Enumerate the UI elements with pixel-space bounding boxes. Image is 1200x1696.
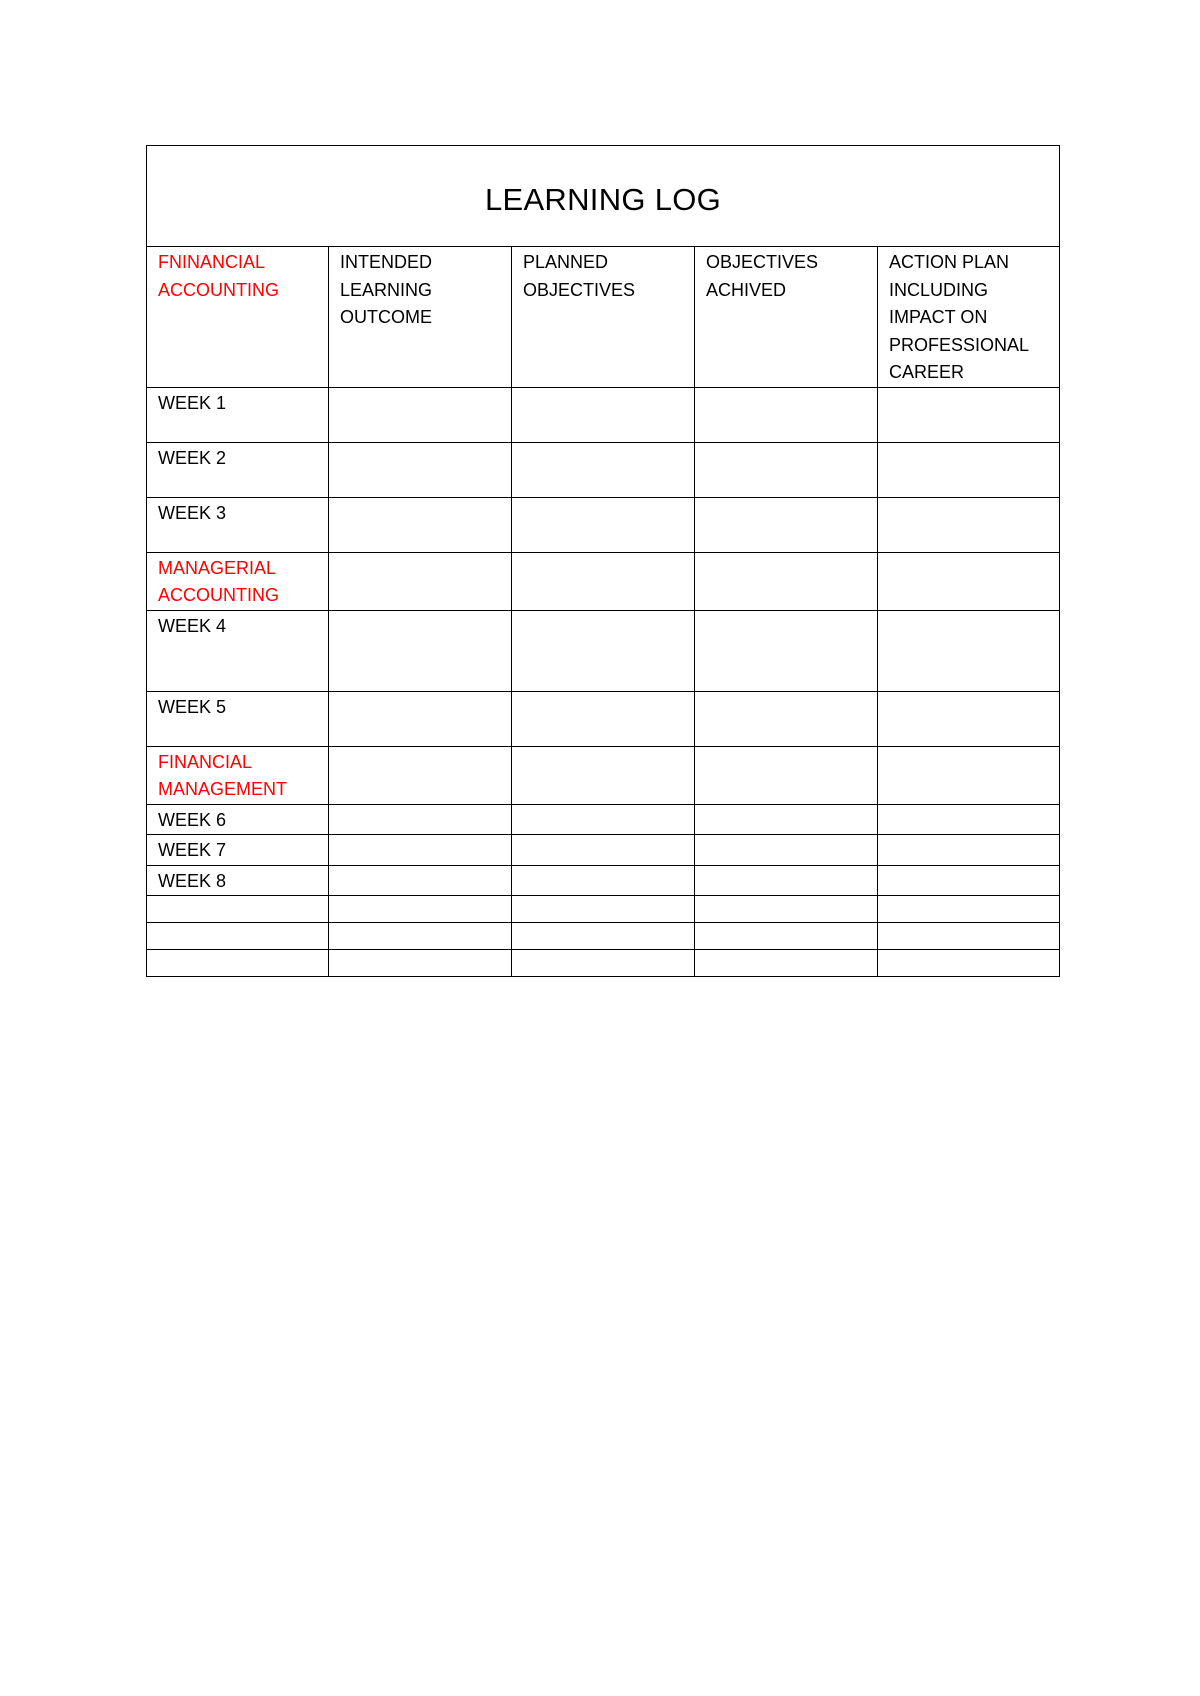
title-cell [147,146,1060,247]
table-cell [878,497,1060,552]
table-cell [512,923,695,950]
table-cell [329,923,512,950]
table-cell [329,691,512,746]
table-cell [329,950,512,977]
table-cell [878,387,1060,442]
table-row [147,387,1060,442]
table-cell [329,497,512,552]
table-cell [512,497,695,552]
row-label: WEEK 2 [158,447,227,468]
row-label [158,896,328,898]
header-cell [695,247,878,388]
table-cell [878,552,1060,610]
document-title: LEARNING LOG [484,181,722,217]
table-cell [329,387,512,442]
learning-log-table [146,145,1060,977]
table-cell [695,896,878,923]
table-cell [512,610,695,691]
row-label: WEEK 3 [158,502,227,523]
table-row [147,923,1060,950]
row-label: WEEK 7 [158,840,227,860]
table-cell [512,865,695,896]
table-cell [878,442,1060,497]
row-label: WEEK 8 [158,870,227,891]
table-cell [695,835,878,866]
column-header-planned-objectives: PLANNED OBJECTIVES [523,252,636,300]
section-label-financial-accounting: FNINANCIAL ACCOUNTING [158,252,279,300]
table-cell [695,950,878,977]
table-cell [329,610,512,691]
row-label: WEEK 6 [158,809,227,830]
table-row [147,950,1060,977]
table-cell [878,746,1060,804]
row-label-cell [147,497,329,552]
table-cell [878,610,1060,691]
row-label-cell [147,896,329,923]
table-row [147,552,1060,610]
table-row [147,804,1060,835]
row-label-cell [147,387,329,442]
table-row [147,896,1060,923]
section-label-managerial-accounting: MANAGERIAL ACCOUNTING [158,557,279,605]
table-cell [512,804,695,835]
title-row [147,146,1060,247]
row-label: WEEK 1 [158,392,227,413]
table-row [147,835,1060,866]
row-label-cell [147,865,329,896]
table-cell [695,552,878,610]
table-cell [695,746,878,804]
table-cell [512,950,695,977]
row-label-cell [147,552,329,610]
row-label-cell [147,835,329,866]
table-row [147,746,1060,804]
table-cell [329,552,512,610]
table-cell [512,746,695,804]
table-cell [695,442,878,497]
row-label-cell [147,923,329,950]
header-cell [878,247,1060,388]
table-cell [878,835,1060,866]
header-cell [512,247,695,388]
table-cell [695,691,878,746]
section-label-financial-management: FINANCIAL MANAGEMENT [158,751,288,799]
row-label [158,950,328,952]
table-row [147,610,1060,691]
row-label-cell [147,442,329,497]
column-header-action-plan: ACTION PLAN INCLUDING IMPACT ON PROFESSIONAL CAREER [889,252,1029,382]
table-cell [512,387,695,442]
table-cell [878,896,1060,923]
table-cell [878,691,1060,746]
table-row [147,691,1060,746]
table-cell [512,442,695,497]
table-cell [329,442,512,497]
row-label-cell [147,746,329,804]
table-cell [695,497,878,552]
header-row [147,247,1060,388]
table-cell [512,552,695,610]
row-label-cell [147,804,329,835]
table-cell [329,865,512,896]
table-cell [512,691,695,746]
table-cell [695,865,878,896]
row-label [158,923,328,925]
table-cell [512,835,695,866]
table-row [147,442,1060,497]
row-label-cell [147,691,329,746]
table-cell [329,835,512,866]
table-cell [695,610,878,691]
table-cell [878,804,1060,835]
column-header-intended-learning-outcome: INTENDED LEARNING OUTCOME [340,252,433,327]
table-cell [695,387,878,442]
table-cell [329,804,512,835]
table-cell [878,923,1060,950]
column-header-objectives-achived: OBJECTIVES ACHIVED [706,252,819,300]
header-cell [329,247,512,388]
table-row [147,865,1060,896]
table-cell [512,896,695,923]
table-cell [329,746,512,804]
row-label: WEEK 5 [158,696,227,717]
row-label: WEEK 4 [158,615,227,636]
header-cell [147,247,329,388]
table-cell [695,923,878,950]
table-cell [878,950,1060,977]
table-cell [695,804,878,835]
table-cell [878,865,1060,896]
row-label-cell [147,950,329,977]
table-row [147,497,1060,552]
table-cell [329,896,512,923]
row-label-cell [147,610,329,691]
